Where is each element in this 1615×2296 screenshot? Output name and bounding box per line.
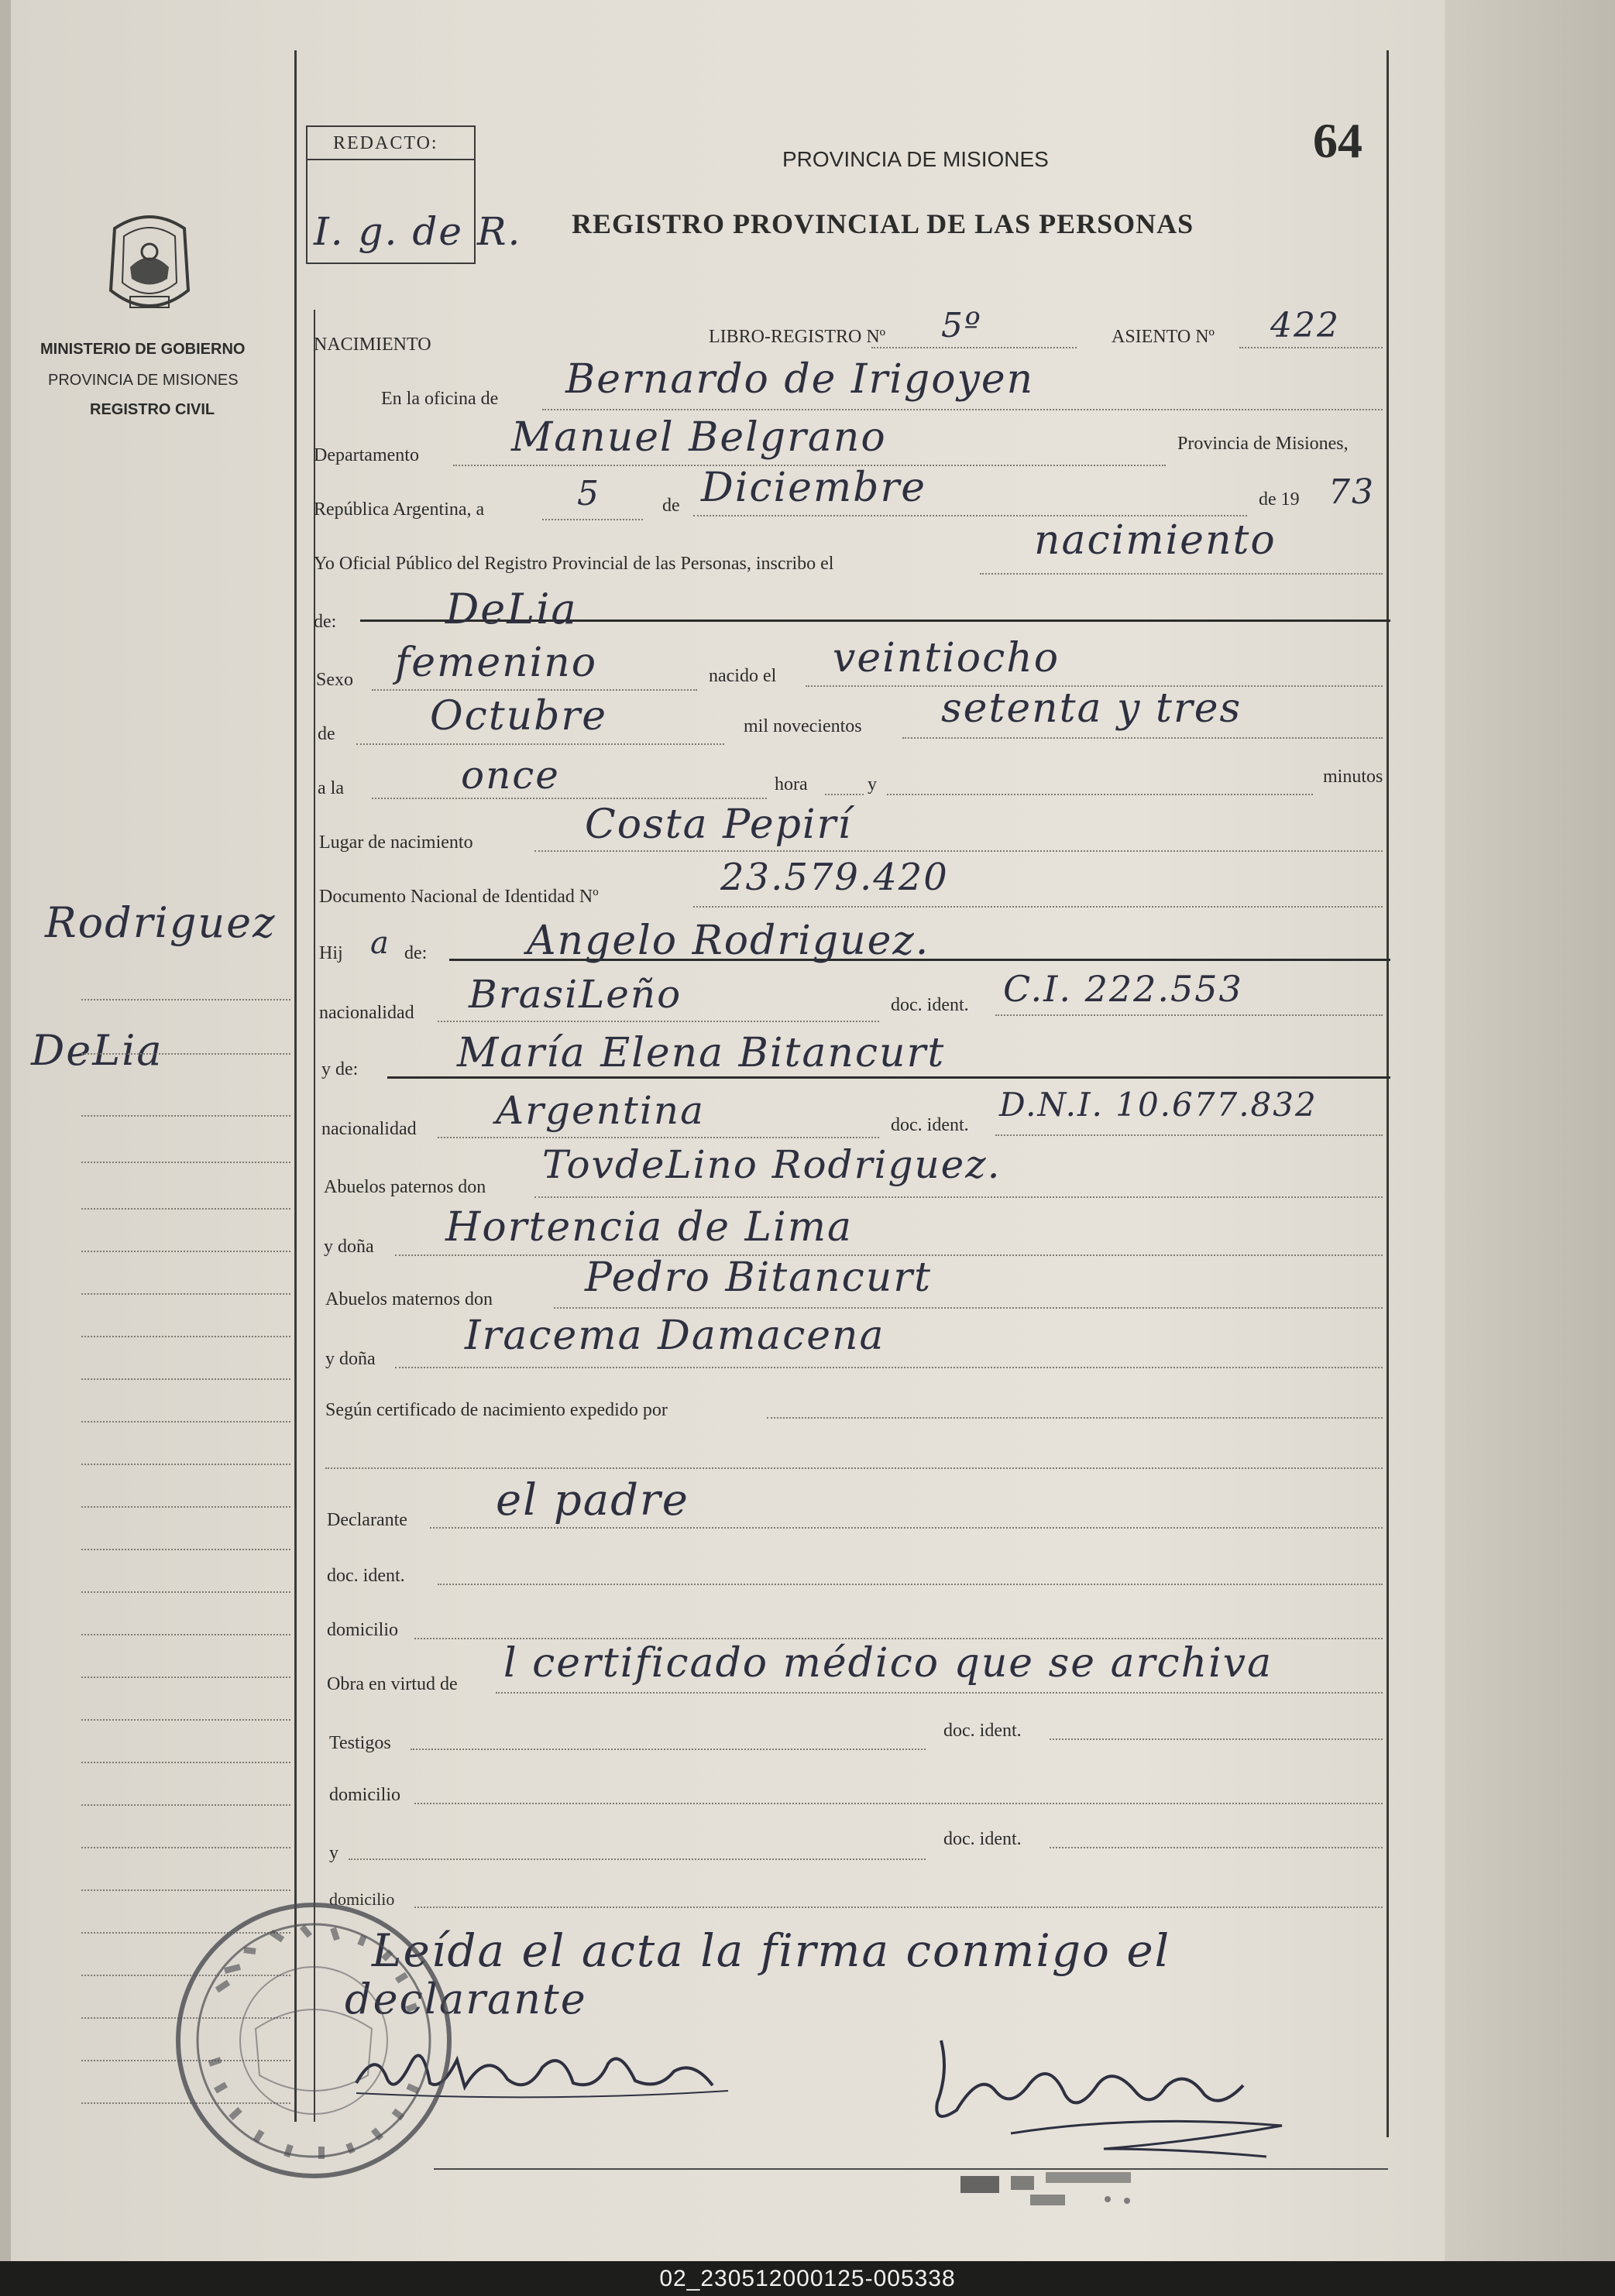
line-asiento <box>1239 347 1383 348</box>
inner-left-rule <box>314 310 315 2122</box>
value-libro: 5º <box>941 306 982 345</box>
margin-rule <box>81 1762 290 1763</box>
page-right-edge <box>1445 0 1615 2261</box>
page-left-edge <box>0 0 11 2261</box>
label-documento: Documento Nacional de Identidad Nº <box>319 887 599 907</box>
redacto-value: I. g. de R. <box>314 209 522 254</box>
label-asiento: ASIENTO Nº <box>1112 327 1215 347</box>
value-doc-madre: D.N.I. 10.677.832 <box>999 1086 1318 1124</box>
label-domicilio-3: domicilio <box>329 1889 395 1909</box>
label-obra: Obra en virtud de <box>327 1674 458 1694</box>
value-departamento: Manuel Belgrano <box>511 414 887 461</box>
label-domicilio-1: domicilio <box>327 1620 398 1640</box>
line-acto <box>980 573 1383 575</box>
margin-rule <box>81 1889 290 1891</box>
line-obra <box>496 1692 1383 1694</box>
line-libro <box>871 347 1077 348</box>
closing-line-1: Leída el acta la firma conmigo el <box>372 1924 1171 1977</box>
line-doc-madre <box>995 1134 1383 1136</box>
label-nacimiento: NACIMIENTO <box>314 335 431 355</box>
value-nombre: DeLia <box>445 585 578 633</box>
value-hora: once <box>461 753 560 798</box>
value-obra: l certificado médico que se archiva <box>503 1640 1273 1687</box>
value-madre: María Elena Bitancurt <box>457 1030 946 1076</box>
value-mes: Diciembre <box>701 465 927 511</box>
value-nac-padre: BrasiLeño <box>469 972 682 1017</box>
value-sexo: femenino <box>395 640 598 686</box>
label-oficial: Yo Oficial Público del Registro Provincial de las Personas, inscribo el <box>314 554 834 574</box>
line-abuela-mat <box>395 1367 1383 1368</box>
margin-rule <box>81 1162 290 1163</box>
line-y <box>825 794 864 795</box>
margin-rule <box>81 1208 290 1210</box>
value-dia: 5 <box>577 474 600 513</box>
value-nac-madre: Argentina <box>496 1088 705 1133</box>
value-oficina: Bernardo de Irigoyen <box>565 356 1035 403</box>
line-doc-padre <box>995 1014 1383 1016</box>
line-domicilio-1 <box>414 1638 1383 1639</box>
label-declarante: Declarante <box>327 1510 407 1530</box>
line-anio-nac <box>902 737 1383 739</box>
value-padre: Angelo Rodriguez. <box>527 918 930 964</box>
margin-rule <box>81 1251 290 1252</box>
label-hij: Hij <box>319 943 343 963</box>
ministry-line-1: MINISTERIO DE GOBIERNO <box>40 341 246 358</box>
value-mes-nac: Octubre <box>430 693 608 740</box>
margin-rule <box>81 1115 290 1117</box>
margin-rule <box>81 1421 290 1423</box>
label-a-la: a la <box>318 778 344 798</box>
value-anio: 73 <box>1328 472 1375 512</box>
line-domicilio-2 <box>414 1803 1383 1804</box>
line-mes-nac <box>356 743 724 745</box>
label-departamento: Departamento <box>314 445 419 465</box>
margin-rule <box>81 1634 290 1635</box>
label-libro: LIBRO-REGISTRO Nº <box>709 327 886 347</box>
label-nac-madre: nacionalidad <box>321 1119 417 1139</box>
margin-rule <box>81 1336 290 1337</box>
registry-heading: REGISTRO PROVINCIAL DE LAS PERSONAS <box>572 208 1194 239</box>
label-minutos: minutos <box>1323 767 1383 787</box>
label-abuelos-mat: Abuelos maternos don <box>325 1289 493 1309</box>
label-doc-ident: doc. ident. <box>327 1566 405 1586</box>
label-republica: República Argentina, a <box>314 499 485 520</box>
value-abuelo-mat: Pedro Bitancurt <box>585 1254 933 1301</box>
label-sexo: Sexo <box>316 670 353 690</box>
line-segun <box>767 1417 1383 1419</box>
margin-rule <box>81 1847 290 1848</box>
ministry-line-3: REGISTRO CIVIL <box>90 401 215 418</box>
line-nac-padre <box>438 1021 879 1022</box>
margin-rule <box>81 1506 290 1508</box>
line-madre <box>387 1076 1390 1079</box>
label-de-mes-nac: de <box>318 724 335 744</box>
label-abuelos-pat: Abuelos paternos don <box>324 1177 486 1197</box>
line-doc-ident-4 <box>1050 1847 1383 1848</box>
line-sexo <box>372 689 697 691</box>
label-doc-padre: doc. ident. <box>891 995 969 1015</box>
line-abuelo-pat <box>534 1196 1383 1198</box>
value-dni: 23.579.420 <box>720 856 949 899</box>
official-signature <box>902 2025 1305 2180</box>
line-lugar <box>534 850 1383 852</box>
right-margin-rule <box>1386 50 1389 2137</box>
label-doc-madre: doc. ident. <box>891 1115 969 1135</box>
label-de-19: de 19 <box>1259 489 1300 510</box>
value-doc-padre: C.I. 222.553 <box>1003 968 1243 1010</box>
value-anio-nac: setenta y tres <box>941 685 1242 732</box>
line-hora <box>372 798 767 799</box>
margin-rule <box>81 1378 290 1380</box>
margin-rule <box>81 1677 290 1678</box>
value-abuelo-pat: TovdeLino Rodriguez. <box>542 1142 1002 1187</box>
label-nacido: nacido el <box>709 666 777 686</box>
label-doc-ident-4: doc. ident. <box>943 1829 1022 1849</box>
line-domicilio-3 <box>414 1906 1383 1908</box>
line-doc-ident <box>438 1584 1383 1585</box>
line-mes <box>693 515 1247 517</box>
label-doc-ident-3: doc. ident. <box>943 1721 1022 1741</box>
value-asiento: 422 <box>1270 306 1340 345</box>
line-dni <box>693 906 1383 908</box>
label-oficina: En la oficina de <box>381 389 499 409</box>
label-provincia: Provincia de Misiones, <box>1177 434 1349 454</box>
label-domicilio-2: domicilio <box>329 1785 400 1805</box>
value-hija-suffix: a <box>370 925 390 961</box>
line-testigo-2 <box>349 1858 926 1860</box>
line-nac-madre <box>438 1137 879 1138</box>
label-y-de: y de: <box>321 1059 359 1079</box>
line-doc-ident-3 <box>1050 1738 1383 1740</box>
left-margin-rule <box>294 50 297 2122</box>
label-de-nombre: de: <box>314 612 337 632</box>
margin-rule <box>81 1293 290 1295</box>
line-oficina <box>542 409 1383 410</box>
value-lugar: Costa Pepirí <box>585 801 853 848</box>
margin-surname: Rodriguez <box>45 898 277 947</box>
image-caption-bar <box>0 2261 1615 2296</box>
label-de-mes: de <box>662 496 680 516</box>
label-segun: Según certificado de nacimiento expedido por <box>325 1400 668 1420</box>
registry-seal <box>170 1897 457 2184</box>
label-y: y <box>868 774 877 795</box>
line-abuelo-mat <box>554 1307 1383 1309</box>
label-mil: mil novecientos <box>744 716 862 736</box>
label-y-testigo: y <box>329 1843 338 1863</box>
redacto-label: REDACTO: <box>333 133 438 153</box>
label-nac-padre: nacionalidad <box>319 1003 414 1023</box>
value-declarante: el padre <box>496 1475 689 1526</box>
page-number: 64 <box>1313 113 1362 168</box>
label-hora: hora <box>775 774 808 795</box>
ink-stamp-mark <box>953 2160 1170 2215</box>
closing-line-2: declarante <box>345 1975 587 2023</box>
line-dia <box>542 519 643 520</box>
coat-of-arms-icon <box>99 205 200 321</box>
ministry-line-2: PROVINCIA DE MISIONES <box>48 372 239 389</box>
label-y-dona-1: y doña <box>324 1237 374 1257</box>
line-testigos <box>411 1749 926 1750</box>
province-heading: PROVINCIA DE MISIONES <box>782 147 1049 171</box>
margin-rule <box>81 1804 290 1806</box>
value-abuela-mat: Iracema Damacena <box>465 1313 885 1359</box>
margin-rule <box>81 1053 290 1055</box>
value-acto: nacimiento <box>1034 517 1277 564</box>
value-nacido: veintiocho <box>833 635 1060 681</box>
margin-rule <box>81 1464 290 1465</box>
line-declarante <box>430 1527 1383 1529</box>
margin-rule <box>81 999 290 1000</box>
margin-given-name: DeLia <box>31 1026 163 1075</box>
margin-rule <box>81 1719 290 1721</box>
image-caption: 02_230512000125-005338 <box>659 2265 956 2291</box>
label-hij-de: de: <box>404 943 428 963</box>
line-minutos <box>887 794 1313 795</box>
margin-rule <box>81 1591 290 1593</box>
label-testigos: Testigos <box>329 1733 391 1753</box>
line-segun-2 <box>325 1467 1383 1469</box>
margin-rule <box>81 1549 290 1550</box>
label-y-dona-2: y doña <box>325 1349 376 1369</box>
redacto-divider <box>306 159 474 160</box>
label-lugar: Lugar de nacimiento <box>319 832 473 853</box>
value-abuela-pat: Hortencia de Lima <box>445 1204 854 1251</box>
